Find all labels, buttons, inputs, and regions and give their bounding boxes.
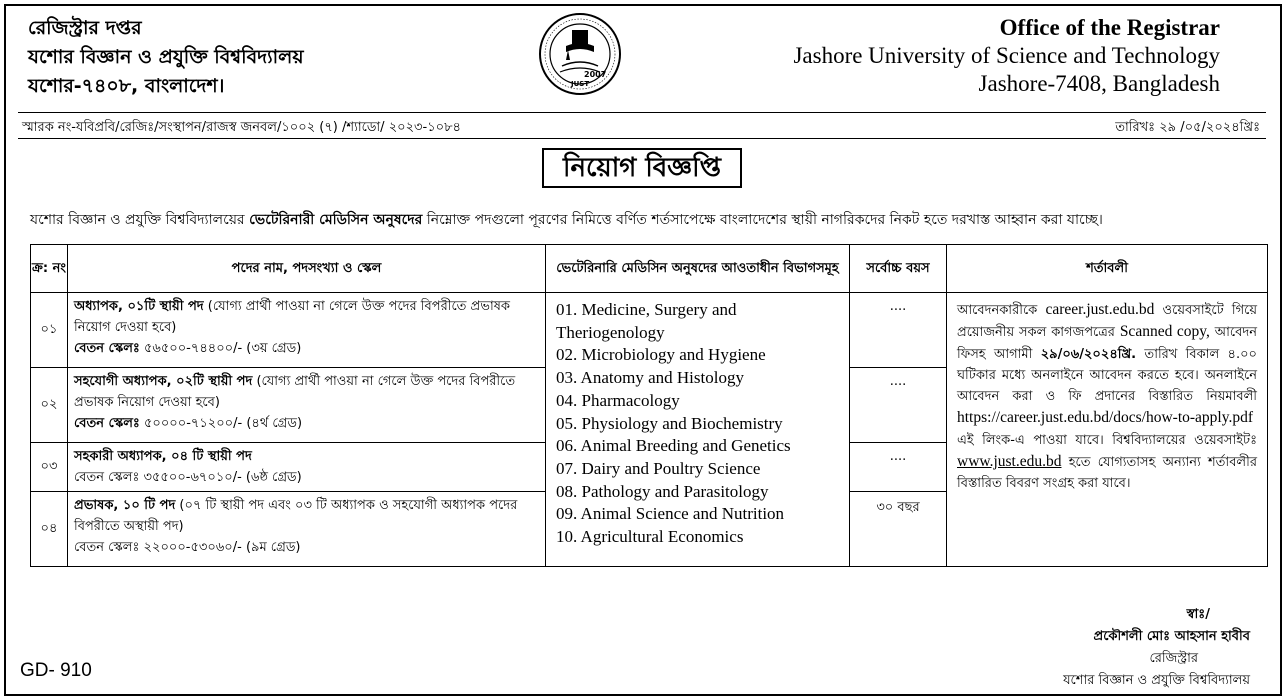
row-post: [68, 492, 546, 567]
post-title: অধ্যাপক, ০১টি স্থায়ী পদ: [74, 299, 204, 314]
condition-text: আবেদনকারীকে: [957, 303, 1046, 318]
intro-paragraph: [30, 208, 1260, 232]
header-bangla: [28, 14, 304, 101]
age-value: ....: [889, 374, 907, 389]
department-item: 02. Microbiology and Hygiene: [556, 345, 766, 365]
notice-date: তারিখঃ ২৯ /০৫/২০২৪খ্রিঃ: [1115, 120, 1260, 135]
condition-text: ওয়েবসাইটে গিয়ে প্রয়োজনীয় সকল কাগজপত্রের: [957, 303, 1257, 341]
age-value: ....: [889, 299, 907, 314]
row-post: [68, 443, 546, 492]
intro-before: যশোর বিজ্ঞান ও প্রযুক্তি বিশ্ববিদ্যালয়ের: [30, 212, 250, 228]
post-title: সহযোগী অধ্যাপক, ০২টি স্থায়ী পদ: [74, 374, 253, 389]
pay-scale: বেতন স্কেলঃ ২২০০০-৫৩০৬০/- (৯ম গ্রেড): [74, 540, 301, 555]
table-header-row: [31, 245, 1268, 293]
scale-label: বেতন স্কেলঃ: [74, 341, 140, 356]
intro-faculty: ভেটেরিনারী মেডিসিন অনুষদের: [249, 212, 423, 228]
university-bn: যশোর বিজ্ঞান ও প্রযুক্তি বিশ্ববিদ্যালয়: [28, 46, 304, 68]
condition-text: আবেদন ফিসহ আগামী: [957, 325, 1257, 362]
notice-title: নিয়োগ বিজ্ঞপ্তি: [542, 148, 742, 188]
apply-link: https://career.just.edu.bd/docs/how-to-apply.pdf: [957, 409, 1254, 427]
conditions-cell: [947, 293, 1268, 567]
university-logo: [538, 10, 622, 98]
department-item: 07. Dairy and Poultry Science: [556, 458, 761, 478]
row-post: [68, 293, 546, 368]
department-item: 06. Animal Breeding and Genetics: [556, 436, 791, 456]
scale-label: বেতন স্কেলঃ: [74, 416, 140, 431]
header-english: [793, 14, 1220, 98]
condition-text: তারিখ বিকাল ৪.০০ ঘটিকার মধ্যে অনলাইনে আবেদন করতে হবে। অনলাইনে আবেদন করা ও ফি প্রদানের বিস্তারিত নিয়মাবলী: [957, 346, 1257, 405]
post-note: (০৭ টি স্থায়ী পদ এবং ০৩ টি অধ্যাপক ও সহযোগী অধ্যাপক পদের বিপরীতে অস্থায়ী পদ): [74, 498, 518, 534]
post-note: (যোগ্য প্রার্থী পাওয়া না গেলে উক্ত পদের বিপরীতে প্রভাষক নিয়োগ দেওয়া হবে): [74, 299, 510, 335]
department-item: 08. Pathology and Parasitology: [556, 481, 769, 501]
positions-table: [30, 244, 1268, 567]
header-rule: [18, 112, 1266, 113]
header-age: সর্বোচ্চ বয়স: [850, 245, 947, 293]
post-title: সহকারী অধ্যাপক, ০৪ টি স্থায়ী পদ: [74, 449, 252, 464]
career-site: career.just.edu.bd: [1045, 301, 1155, 318]
signatory-name: প্রকৌশলী মোঃ আহসান হাবীব: [1093, 629, 1250, 644]
post-title: প্রভাষক, ১০ টি পদ: [74, 498, 176, 513]
row-serial: ০১: [31, 293, 68, 368]
department-item: 03. Anatomy and Histology: [556, 368, 744, 388]
signature-mark: স্বাঃ/: [1186, 607, 1210, 622]
logo-year: 2007: [584, 70, 607, 79]
department-item: 10. Agricultural Economics: [556, 527, 744, 547]
signatory-org: যশোর বিজ্ঞান ও প্রযুক্তি বিশ্ববিদ্যালয়: [1063, 673, 1250, 688]
university-website: www.just.edu.bd: [957, 453, 1062, 471]
office-bn: রেজিস্ট্রার দপ্তর: [28, 17, 142, 39]
department-item: 01. Medicine, Surgery and Theriogenology: [556, 300, 737, 342]
header-serial: ক্র: নং: [31, 245, 68, 293]
condition-text: হতে যোগ্যতাসহ অন্যান্য শর্তাবলীর বিস্তারিত বিবরণ সংগ্রহ করা যাবে।: [957, 455, 1257, 492]
address-bn: যশোর-৭৪০৮, বাংলাদেশ।: [28, 75, 225, 97]
age-value: ৩০ বছর: [876, 500, 920, 515]
memo-number: স্মারক নং-যবিপ্রবি/রেজিঃ/সংস্থাপন/রাজস্ব জনবল/১০০২ (৭) /শ্যাডো/ ২০২৩-১০৮৪: [22, 120, 461, 135]
pay-scale: বেতন স্কেলঃ ৩৫৫০০-৬৭০১০/- (৬ষ্ঠ গ্রেড): [74, 470, 302, 485]
header-post: পদের নাম, পদসংখ্যা ও স্কেল: [68, 245, 546, 293]
department-item: 05. Physiology and Biochemistry: [556, 413, 783, 433]
ad-code: GD- 910: [20, 660, 92, 681]
row-serial: ০২: [31, 368, 68, 443]
signatory-designation: রেজিস্ট্রার: [1149, 651, 1198, 666]
header-departments: ভেটেরিনারি মেডিসিন অনুষদের আওতাধীন বিভাগসমূহ: [546, 245, 850, 293]
department-item: 04. Pharmacology: [556, 390, 680, 410]
row-serial: ০৩: [31, 443, 68, 492]
row-age: [850, 443, 947, 492]
deadline: ২৯/০৬/২০২৪খ্রি.: [1040, 346, 1137, 362]
post-note: (যোগ্য প্রার্থী পাওয়া না গেলে উক্ত পদের বিপরীতে প্রভাষক নিয়োগ দেওয়া হবে): [74, 374, 516, 410]
pay-scale: ৫০০০০-৭১২০০/- (৪র্থ গ্রেড): [139, 416, 303, 431]
condition-text: এই লিংক-এ পাওয়া যাবে। বিশ্ববিদ্যালয়ের ওয়েবসাইটঃ: [957, 432, 1257, 448]
header-conditions: শর্তাবলী: [947, 245, 1268, 293]
address-en: Jashore-7408, Bangladesh: [978, 71, 1220, 96]
department-item: 09. Animal Science and Nutrition: [556, 504, 785, 524]
table-row: [31, 293, 1268, 368]
row-post: [68, 368, 546, 443]
scanned-copy: Scanned copy,: [1119, 323, 1210, 341]
row-age: [850, 368, 947, 443]
row-serial: ০৪: [31, 492, 68, 567]
signature-block: [1063, 604, 1250, 692]
logo-abbrev: JUST: [571, 80, 590, 88]
row-age: [850, 492, 947, 567]
pay-scale: ৫৬৫০০-৭৪৪০০/- (৩য় গ্রেড): [139, 341, 302, 356]
university-en: Jashore University of Science and Technology: [793, 43, 1220, 68]
office-en: Office of the Registrar: [999, 15, 1220, 40]
intro-after: নিম্নোক্ত পদগুলো পূরণের নিমিত্তে বর্ণিত শর্তসাপেক্ষে বাংলাদেশের স্থায়ী নাগরিকদের নিকট হতে দরখাস্ত আহ্বান করা যাচ্ছে।: [422, 212, 1103, 228]
memo-rule: [18, 138, 1266, 139]
row-age: [850, 293, 947, 368]
departments-cell: [546, 293, 850, 567]
age-value: ....: [889, 449, 907, 464]
